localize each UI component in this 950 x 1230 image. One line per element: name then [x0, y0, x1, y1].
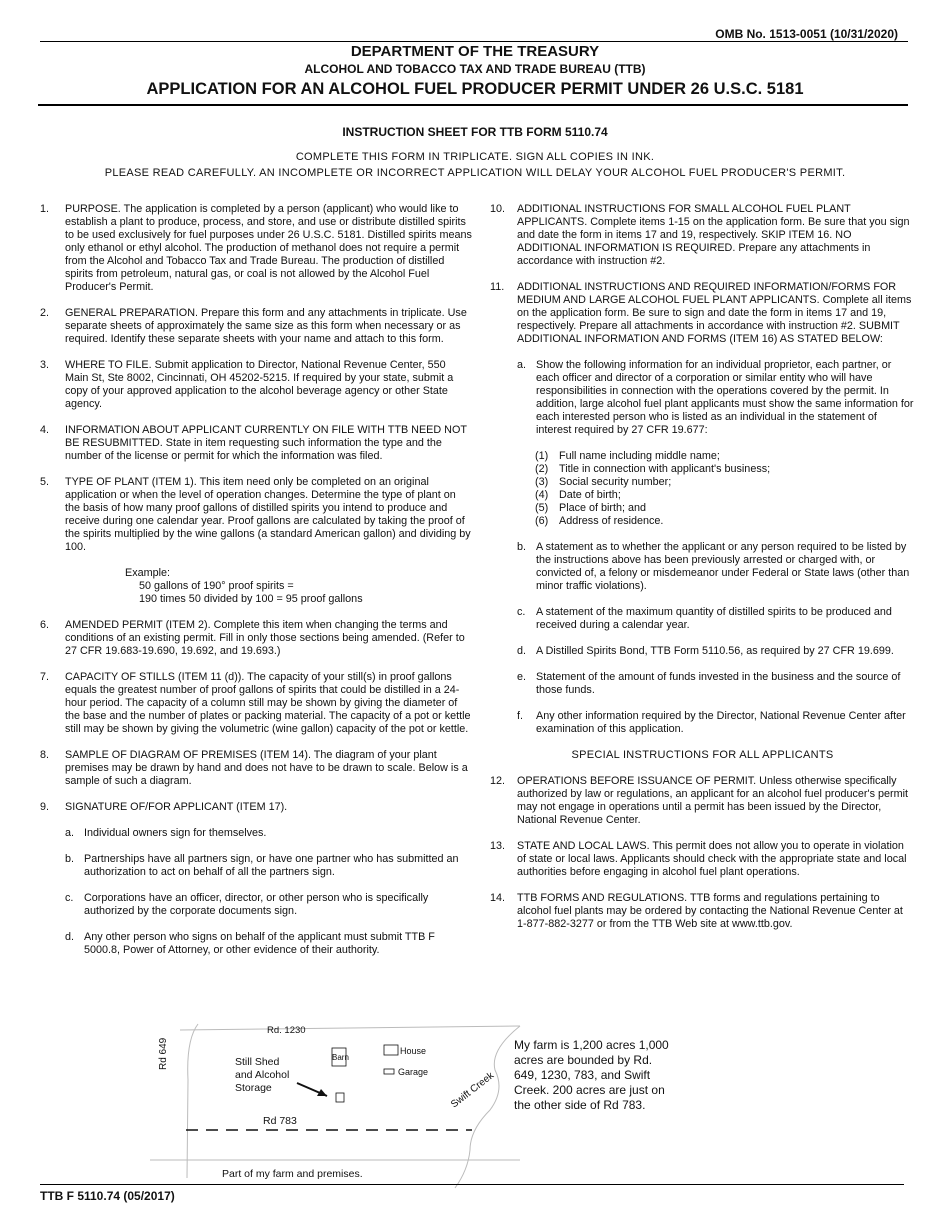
personal-info-list: [535, 450, 915, 528]
subitem-text: Any other information required by the Director, National Revenue Center after examination of this application.: [536, 710, 906, 735]
subitem-letter: c.: [517, 606, 526, 618]
subitem-c: [65, 892, 472, 918]
instruction-2: [40, 307, 472, 346]
list-text: Title in connection with applicant's business;: [559, 463, 771, 475]
farm-description-note: My farm is 1,200 acres 1,000 acres are bounded by Rd. 649, 1230, 783, and Swift Creek. 200 acres are just on the other side of Rd 783.: [514, 1038, 669, 1112]
list-text: Social security number;: [559, 476, 672, 488]
item-number: 7.: [40, 671, 50, 683]
rd-649-label: Rd 649: [158, 1037, 169, 1070]
item-number: 5.: [40, 476, 50, 488]
item-number: 9.: [40, 801, 50, 813]
subitem-e: [517, 671, 915, 697]
example-label: Example:: [125, 567, 171, 579]
instruction-1: [40, 203, 472, 294]
list-number: (4): [535, 489, 549, 501]
item-text: PURPOSE. The application is completed by a person (applicant) who would like to establish a plant to produce, process, and store, and use or distribute distilled spirits to be used exclusively for fuel purposes under 26 U.S.C. 5181. Distilled spirits means only ethanol or ethyl alcohol. The production of methanol does not require a permit from the Alcohol and Tobacco Tax and Trade Bureau. The production of distilled spirits from petroleum, natural gas, or coal is not allowed by the Alcohol Fuel Producer's Permit.: [65, 203, 472, 293]
still-shed-line-3: Storage: [235, 1082, 272, 1094]
item-number: 6.: [40, 619, 50, 631]
list-number: (3): [535, 476, 549, 488]
triplicate-note: COMPLETE THIS FORM IN TRIPLICATE. SIGN ALL COPIES IN INK.: [295, 151, 655, 163]
subitem-text: Corporations have an officer, director, or other person who is specifically authorized by the corporate documents sign.: [84, 892, 429, 917]
subitem-text: A statement as to whether the applicant or any person required to be listed by the instructions above has been previously arrested or charged with, or convicted of, a felony or misdemeanor under Federal or State laws (other than minor traffic violations).: [536, 541, 910, 592]
instruction-3: [40, 359, 472, 411]
diagram-caption: Part of my farm and premises.: [222, 1168, 363, 1180]
subitem-d: [517, 645, 915, 658]
instruction-14: [490, 892, 915, 931]
list-text: Place of birth; and: [559, 502, 647, 514]
swift-creek-label: Swift Creek: [449, 1070, 497, 1111]
subitem-text: Individual owners sign for themselves.: [84, 827, 267, 839]
special-instructions-heading: SPECIAL INSTRUCTIONS FOR ALL APPLICANTS: [571, 749, 834, 761]
still-shed-box: [336, 1093, 344, 1102]
item-number: 2.: [40, 307, 50, 319]
subitem-letter: a.: [517, 359, 527, 371]
item-text: STATE AND LOCAL LAWS. This permit does not allow you to operate in violation of state or local laws. Applicants should check with the appropriate state and local authorities before engaging in alcohol fuel plant operations.: [517, 840, 907, 878]
instruction-4: [40, 424, 472, 463]
garage-box: [384, 1069, 394, 1074]
item-text: ADDITIONAL INSTRUCTIONS FOR SMALL ALCOHOL FUEL PLANT APPLICANTS. Complete items 1-15 on the application form. Be sure that you sign and date the form in items 17 and 19, respectively. SKIP ITEM 16. NO ADDITIONAL INFORMATION IS REQUIRED. Prepare any attachments in accordance with instruction #2.: [517, 203, 910, 267]
item-text: GENERAL PREPARATION. Prepare this form and any attachments in triplicate. Use separate sheets of approximately the same size as this form when necessary or as required. Identify these separate sheets with your name and attach to this form.: [65, 307, 467, 345]
house-label: House: [400, 1046, 427, 1056]
personal-info-item: [535, 476, 915, 489]
header-top-rule: [40, 41, 908, 42]
subitem-b: [517, 541, 915, 593]
item-text: OPERATIONS BEFORE ISSUANCE OF PERMIT. Unless otherwise specifically authorized by law or regulations, an applicant for an alcohol fuel producer's permit may not engage in operations until a permit has been issued by the Director, National Revenue Center.: [517, 775, 908, 826]
subitem-f: [517, 710, 915, 736]
instruction-7: [40, 671, 472, 736]
subitem-letter: c.: [65, 892, 74, 904]
item-text: SAMPLE OF DIAGRAM OF PREMISES (ITEM 14). The diagram of your plant premises may be drawn by hand and does not have to be drawn to scale. Below is a sample of such a diagram.: [65, 749, 468, 787]
subitem-letter: e.: [517, 671, 527, 683]
item-number: 13.: [490, 840, 506, 852]
subitem-letter: d.: [65, 931, 75, 943]
instruction-13: [490, 840, 915, 879]
list-number: (2): [535, 463, 549, 475]
item-text: ADDITIONAL INSTRUCTIONS AND REQUIRED INFORMATION/FORMS FOR MEDIUM AND LARGE ALCOHOL FUEL PLANT APPLICANTS. Complete all items on the application form. Be sure to sign and date the form in items 17 and 19, respectively. Prepare all attachments in accordance with instruction #2. SUBMIT ADDITIONAL INFORMATION AND FORMS (ITEM 16) AS STATED BELOW:: [517, 281, 912, 345]
subitem-letter: d.: [517, 645, 527, 657]
header-bottom-rule: [38, 104, 908, 106]
item-text: TTB FORMS AND REGULATIONS. TTB forms and regulations pertaining to alcohol fuel plants may be ordered by contacting the National Revenue Center at 1-877-882-3277 or from the TTB Web site at www.ttb.gov.: [517, 892, 903, 930]
house-box: [384, 1045, 398, 1055]
personal-info-item: [535, 515, 915, 528]
garage-label: Garage: [398, 1067, 429, 1077]
subitem-text: Statement of the amount of funds invested in the business and the source of those funds.: [536, 671, 901, 696]
swift-creek-line: [455, 1026, 520, 1188]
still-shed-line-1: Still Shed: [235, 1056, 280, 1068]
item-text: WHERE TO FILE. Submit application to Director, National Revenue Center, 550 Main St, Ste 8002, Cincinnati, OH 45202-5215. If required by your state, submit a copy of your approved application to the alcohol beverage agency or other State agency.: [65, 359, 454, 410]
personal-info-item: [535, 502, 915, 515]
instruction-10: [490, 203, 915, 268]
footer-rule: [40, 1184, 904, 1185]
omb-number: OMB No. 1513-0051 (10/31/2020): [715, 27, 898, 41]
barn-label: Barn: [332, 1053, 349, 1062]
subitem-letter: f.: [517, 710, 523, 722]
rd-1230-line: [180, 1026, 520, 1030]
instruction-5: [40, 476, 472, 554]
list-text: Full name including middle name;: [559, 450, 720, 462]
department-title: DEPARTMENT OF THE TREASURY: [350, 43, 600, 60]
item-number: 14.: [490, 892, 506, 904]
item-number: 1.: [40, 203, 50, 215]
subitem-text: Partnerships have all partners sign, or have one partner who has submitted an authorization to act on behalf of all the partners sign.: [84, 853, 459, 878]
item-number: 3.: [40, 359, 50, 371]
rd-649-line: [187, 1024, 198, 1178]
list-number: (6): [535, 515, 549, 527]
right-column: [490, 203, 915, 944]
subitem-a: [517, 359, 915, 437]
item-number: 11.: [490, 281, 505, 293]
subitem-a: [65, 827, 472, 840]
signature-subitems: [65, 827, 472, 957]
form-title: APPLICATION FOR AN ALCOHOL FUEL PRODUCER PERMIT UNDER 26 U.S.C. 5181: [146, 80, 804, 98]
subitem-text: Any other person who signs on behalf of the applicant must submit TTB F 5000.8, Power of Attorney, or other evidence of their authority.: [84, 931, 435, 956]
item-number: 8.: [40, 749, 50, 761]
item-text: INFORMATION ABOUT APPLICANT CURRENTLY ON FILE WITH TTB NEED NOT BE RESUBMITTED. State in item requesting such information the type and the number of the license or permit for which the information was filed.: [65, 424, 467, 462]
subitem-text: A Distilled Spirits Bond, TTB Form 5110.56, as required by 27 CFR 19.699.: [536, 645, 894, 657]
subitem-text: A statement of the maximum quantity of distilled spirits to be produced and received during a calendar year.: [536, 606, 892, 631]
item-number: 12.: [490, 775, 506, 787]
subitem-letter: b.: [65, 853, 75, 865]
instruction-12: [490, 775, 915, 827]
personal-info-item: [535, 463, 915, 476]
example-line-1: 50 gallons of 190° proof spirits =: [139, 580, 294, 592]
subitem-text: Show the following information for an individual proprietor, each partner, or each officer and director of a corporation or similar entity who will have responsibilities in connection with the operations covered by the permit. In addition, large alcohol fuel plant applicants must show the same information for each interested person who is listed as an individual in the statement of interest required by 27 CFR 19.677:: [536, 359, 914, 436]
list-text: Date of birth;: [559, 489, 621, 501]
item-text: AMENDED PERMIT (ITEM 2). Complete this item when changing the terms and conditions of an existing permit. Fill in only those sections being amended. (Refer to 27 CFR 19.683-19.690, 19.692, and 19.693.): [65, 619, 465, 657]
instruction-sheet-title: INSTRUCTION SHEET FOR TTB FORM 5110.74: [342, 125, 608, 139]
rd-1230-label: Rd. 1230: [267, 1025, 306, 1036]
left-column: [40, 203, 472, 970]
instruction-6: [40, 619, 472, 658]
list-text: Address of residence.: [559, 515, 664, 527]
list-number: (5): [535, 502, 549, 514]
item-text: SIGNATURE OF/FOR APPLICANT (ITEM 17).: [65, 801, 288, 813]
rd-783-label: Rd 783: [263, 1115, 297, 1127]
instruction-11: [490, 281, 915, 736]
item-text: CAPACITY OF STILLS (ITEM 11 (d)). The capacity of your still(s) in proof gallons equals the greatest number of proof gallons of spirits that could be distilled in a 24-hour period. The capacity of a column still may be shown by giving the diameter of the base and the number of plates or packing material. The capacity of a pot or kettle still may be shown by giving the volumetric (wine gallon) capacity of the pot or kettle.: [65, 671, 471, 735]
personal-info-item: [535, 489, 915, 502]
subitem-c: [517, 606, 915, 632]
still-shed-line-2: and Alcohol: [235, 1069, 290, 1081]
required-info-subitems: [517, 359, 915, 736]
list-number: (1): [535, 450, 549, 462]
still-shed-label: [235, 1056, 292, 1094]
subitem-b: [65, 853, 472, 879]
item-number: 4.: [40, 424, 50, 436]
subitem-letter: a.: [65, 827, 75, 839]
premises-diagram: [150, 1020, 530, 1190]
personal-info-item: [535, 450, 915, 463]
subitem-d: [65, 931, 472, 957]
form-number-footer: TTB F 5110.74 (05/2017): [40, 1189, 175, 1203]
subitem-letter: b.: [517, 541, 527, 553]
instruction-8: [40, 749, 472, 788]
item-text: TYPE OF PLANT (ITEM 1). This item need only be completed on an original application or when the level of operation changes. Determine the type of plant on the basis of how many proof gallons of distilled spirits you intend to produce and receive during one calendar year. Proof gallons are calculated by taking the proof of the spirits multiplied by the wine gallons (a standard American gallon) and dividing by 100.: [65, 476, 471, 553]
item-number: 10.: [490, 203, 506, 215]
example-line-2: 190 times 50 divided by 100 = 95 proof gallons: [139, 593, 363, 605]
bureau-title: ALCOHOL AND TOBACCO TAX AND TRADE BUREAU (TTB): [304, 62, 646, 76]
instruction-9: [40, 801, 472, 957]
proof-gallon-example: [125, 567, 472, 606]
read-carefully-note: PLEASE READ CAREFULLY. AN INCOMPLETE OR INCORRECT APPLICATION WILL DELAY YOUR ALCOHOL FUEL PRODUCER'S PERMIT.: [104, 167, 846, 179]
